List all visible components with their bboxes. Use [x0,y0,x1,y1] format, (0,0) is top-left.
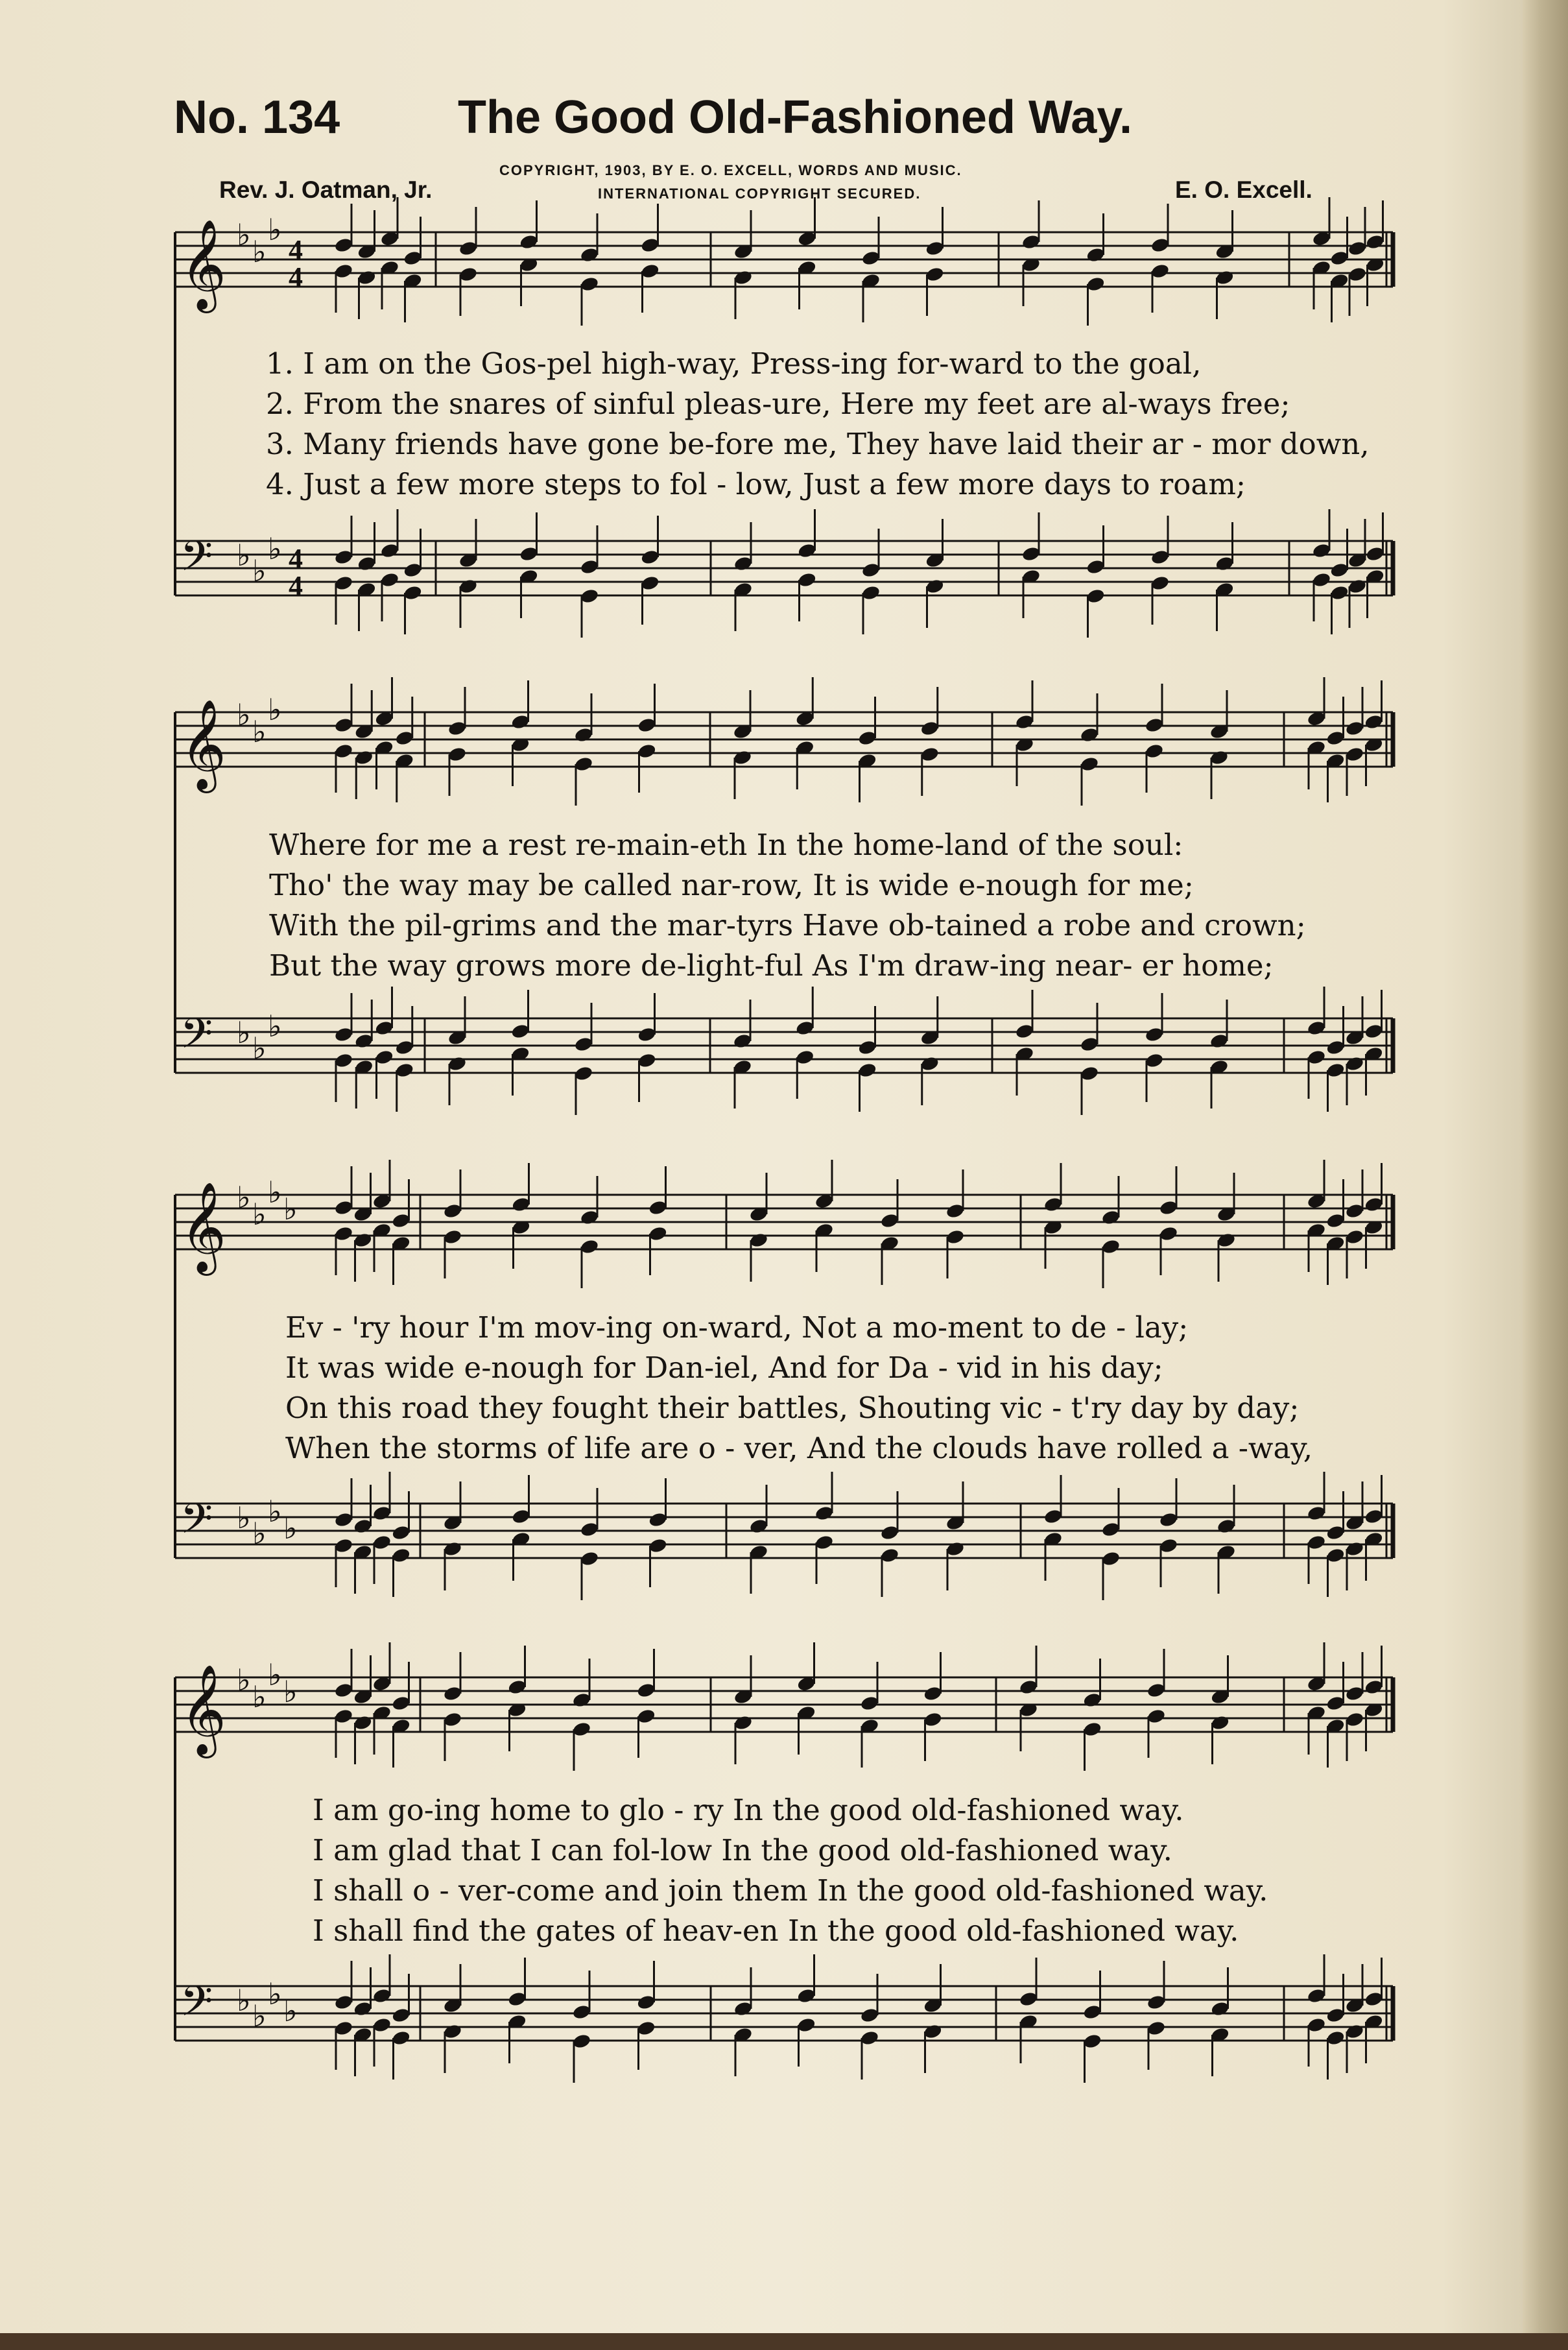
words-author: Rev. J. Oatman, Jr. [219,176,433,203]
time-signature-top: 4 [289,543,303,575]
flat-sign: ♭ [237,1983,251,2018]
flat-sign: ♭ [237,217,251,252]
flat-sign: ♭ [268,1175,282,1210]
flat-sign: ♭ [283,1993,298,2028]
flat-sign: ♭ [268,1009,282,1044]
bass-clef: 𝄢 [180,533,213,591]
lyric-line: I shall o - ver-come and join them In the good old-fashioned way. [313,1873,1268,1908]
bass-clef: 𝄢 [180,1010,213,1068]
hymn-number: No. 134 [174,91,340,143]
flat-sign: ♭ [268,1976,282,2011]
time-signature-bottom: 4 [289,570,303,602]
flat-sign: ♭ [268,1494,282,1529]
flat-sign: ♭ [237,1662,251,1697]
flat-sign: ♭ [237,538,251,573]
lyric-line: On this road they fought their battles, Shouting vic - t'ry day by day; [285,1391,1300,1425]
lyric-line: Ev - 'ry hour I'm mov-ing on-ward, Not a mo-ment to de - lay; [285,1310,1189,1345]
flat-sign: ♭ [268,692,282,727]
treble-clef: 𝄞 [180,219,226,309]
flat-sign: ♭ [252,553,267,588]
lyric-line: I am go-ing home to glo - ry In the good old-fashioned way. [313,1793,1184,1827]
flat-sign: ♭ [252,234,267,269]
flat-sign: ♭ [283,1511,298,1546]
flat-sign: ♭ [237,1015,251,1050]
lyric-line: 2. From the snares of sinful pleas-ure, Here my feet are al-ways free; [266,387,1290,421]
time-signature-bottom: 4 [289,261,303,293]
music-author: E. O. Excell. [1175,176,1313,203]
lyric-line: 1. I am on the Gos-pel high-way, Press-ing for-ward to the goal, [266,346,1202,381]
flat-sign: ♭ [268,531,282,566]
hymn-title: The Good Old-Fashioned Way. [458,91,1132,143]
lyric-line: I am glad that I can fol-low In the good old-fashioned way. [313,1833,1172,1867]
flat-sign: ♭ [237,1180,251,1215]
copyright-notice: COPYRIGHT, 1903, BY E. O. EXCELL, WORDS AND MUSIC. [499,162,962,178]
flat-sign: ♭ [252,1516,267,1551]
flat-sign: ♭ [268,1657,282,1692]
treble-clef: 𝄞 [180,1182,226,1272]
lyric-line: 3. Many friends have gone be-fore me, They have laid their ar - mor down, [266,427,1370,461]
copyright-international: INTERNATIONAL COPYRIGHT SECURED. [598,186,921,202]
flat-sign: ♭ [237,697,251,732]
lyric-line: It was wide e-nough for Dan-iel, And for Da - vid in his day; [285,1350,1163,1385]
treble-clef: 𝄞 [180,699,226,789]
flat-sign: ♭ [252,1998,267,2033]
lyric-line: But the way grows more de-light-ful As I'm draw-ing near- er home; [269,948,1274,983]
lyric-line: I shall find the gates of heav-en In the good old-fashioned way. [313,1913,1239,1948]
bass-clef: 𝄢 [180,1978,213,2036]
flat-sign: ♭ [268,212,282,247]
time-signature-top: 4 [289,234,303,266]
flat-sign: ♭ [252,714,267,749]
flat-sign: ♭ [283,1192,298,1227]
lyric-line: With the pil-grims and the mar-tyrs Have ob-tained a robe and crown; [269,908,1306,942]
flat-sign: ♭ [237,1500,251,1535]
flat-sign: ♭ [252,1679,267,1714]
bass-clef: 𝄢 [180,1495,213,1553]
lyric-line: Where for me a rest re-main-eth In the home-land of the soul: [269,828,1183,862]
flat-sign: ♭ [283,1674,298,1709]
flat-sign: ♭ [252,1197,267,1232]
lyric-line: 4. Just a few more steps to fol - low, Just a few more days to roam; [266,467,1246,501]
flat-sign: ♭ [252,1031,267,1066]
treble-clef: 𝄞 [180,1664,226,1755]
lyric-line: Tho' the way may be called nar-row, It is wide e-nough for me; [269,868,1194,902]
lyric-line: When the storms of life are o - ver, And the clouds have rolled a -way, [285,1431,1313,1465]
